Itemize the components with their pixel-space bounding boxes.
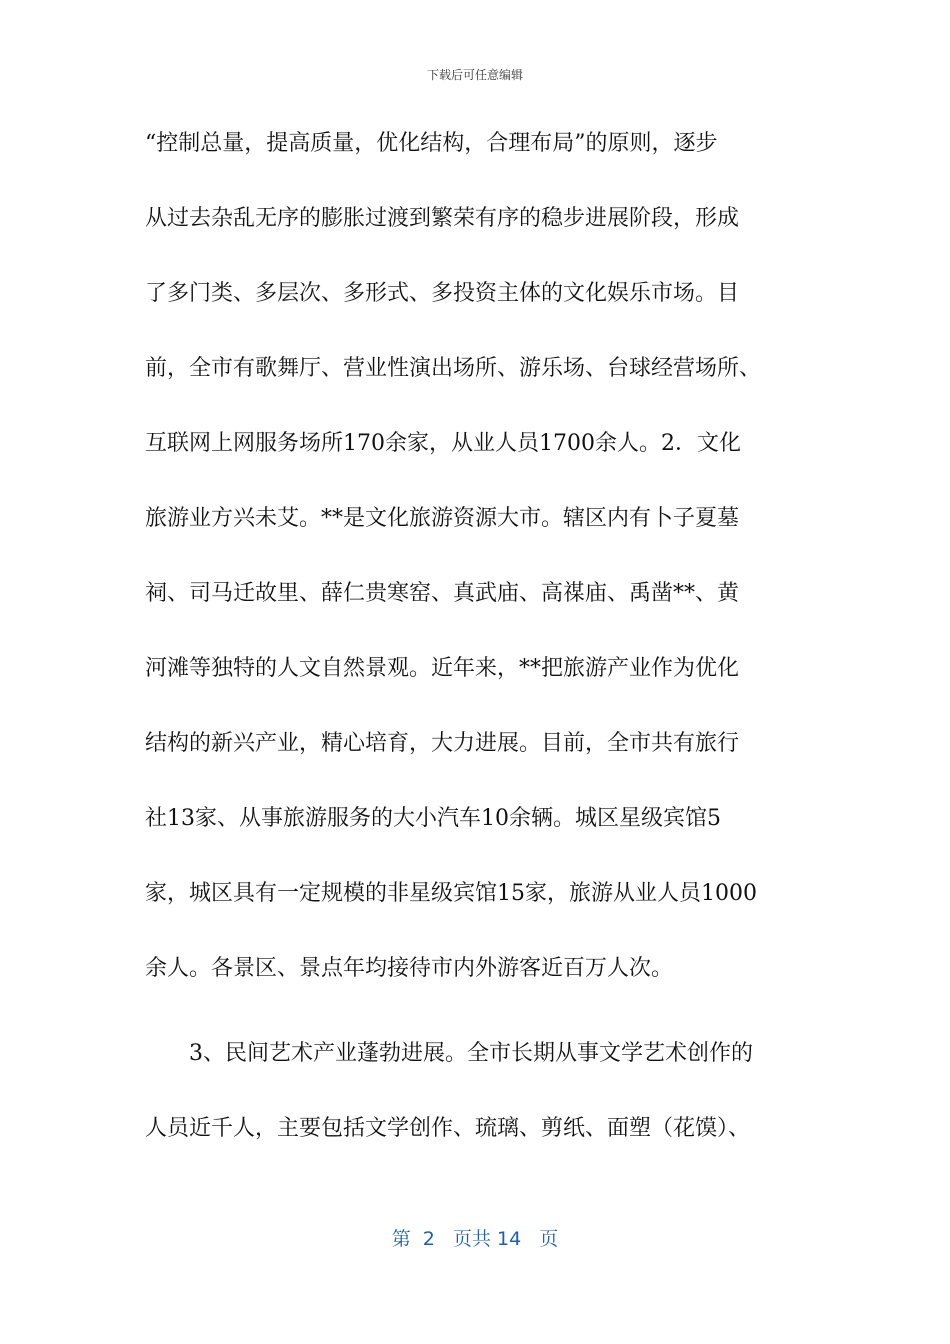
text-line: 前，全市有歌舞厅、营业性演出场所、游乐场、台球经营场所、 (145, 356, 762, 381)
document-body (145, 122, 810, 1182)
paragraph (145, 122, 810, 1022)
text-line: 结构的新兴产业，精心培育，大力进展。目前，全市共有旅行 (145, 731, 740, 756)
page-footer: 第 2 页共 14 页 (391, 1228, 559, 1250)
text-line: 余人。各景区、景点年均接待市内外游客近百万人次。 (145, 956, 674, 981)
text-line: 了多门类、多层次、多形式、多投资主体的文化娱乐市场。目 (145, 281, 740, 306)
text-line: 河滩等独特的人文自然景观。近年来，**把旅游产业作为优化 (145, 656, 740, 681)
text-line: 家，城区具有一定规模的非星级宾馆15家，旅游从业人员1000 (145, 881, 757, 906)
text-line: 从过去杂乱无序的膨胀过渡到繁荣有序的稳步进展阶段，形成 (145, 206, 740, 231)
text-line: “控制总量，提高质量，优化结构，合理布局”的原则，逐步 (145, 131, 718, 156)
text-line: 人员近千人，主要包括文学创作、琉璃、剪纸、面塑（花馍）、 (145, 1116, 751, 1141)
text-line: 互联网上网服务场所170余家，从业人员1700余人。2．文化 (145, 431, 741, 456)
paragraph (145, 1032, 810, 1182)
text-line: 3、民间艺术产业蓬勃进展。全市长期从事文学艺术创作的 (189, 1041, 753, 1066)
text-line: 旅游业方兴未艾。**是文化旅游资源大市。辖区内有卜子夏墓 (145, 506, 740, 531)
text-line: 社13家、从事旅游服务的大小汽车10余辆。城区星级宾馆5 (145, 806, 721, 831)
text-line: 祠、司马迁故里、薛仁贵寒窑、真武庙、高禖庙、禹凿**、黄 (145, 581, 740, 606)
paragraph-gap (145, 1022, 810, 1032)
page-header: 下载后可任意编辑 (426, 68, 523, 82)
